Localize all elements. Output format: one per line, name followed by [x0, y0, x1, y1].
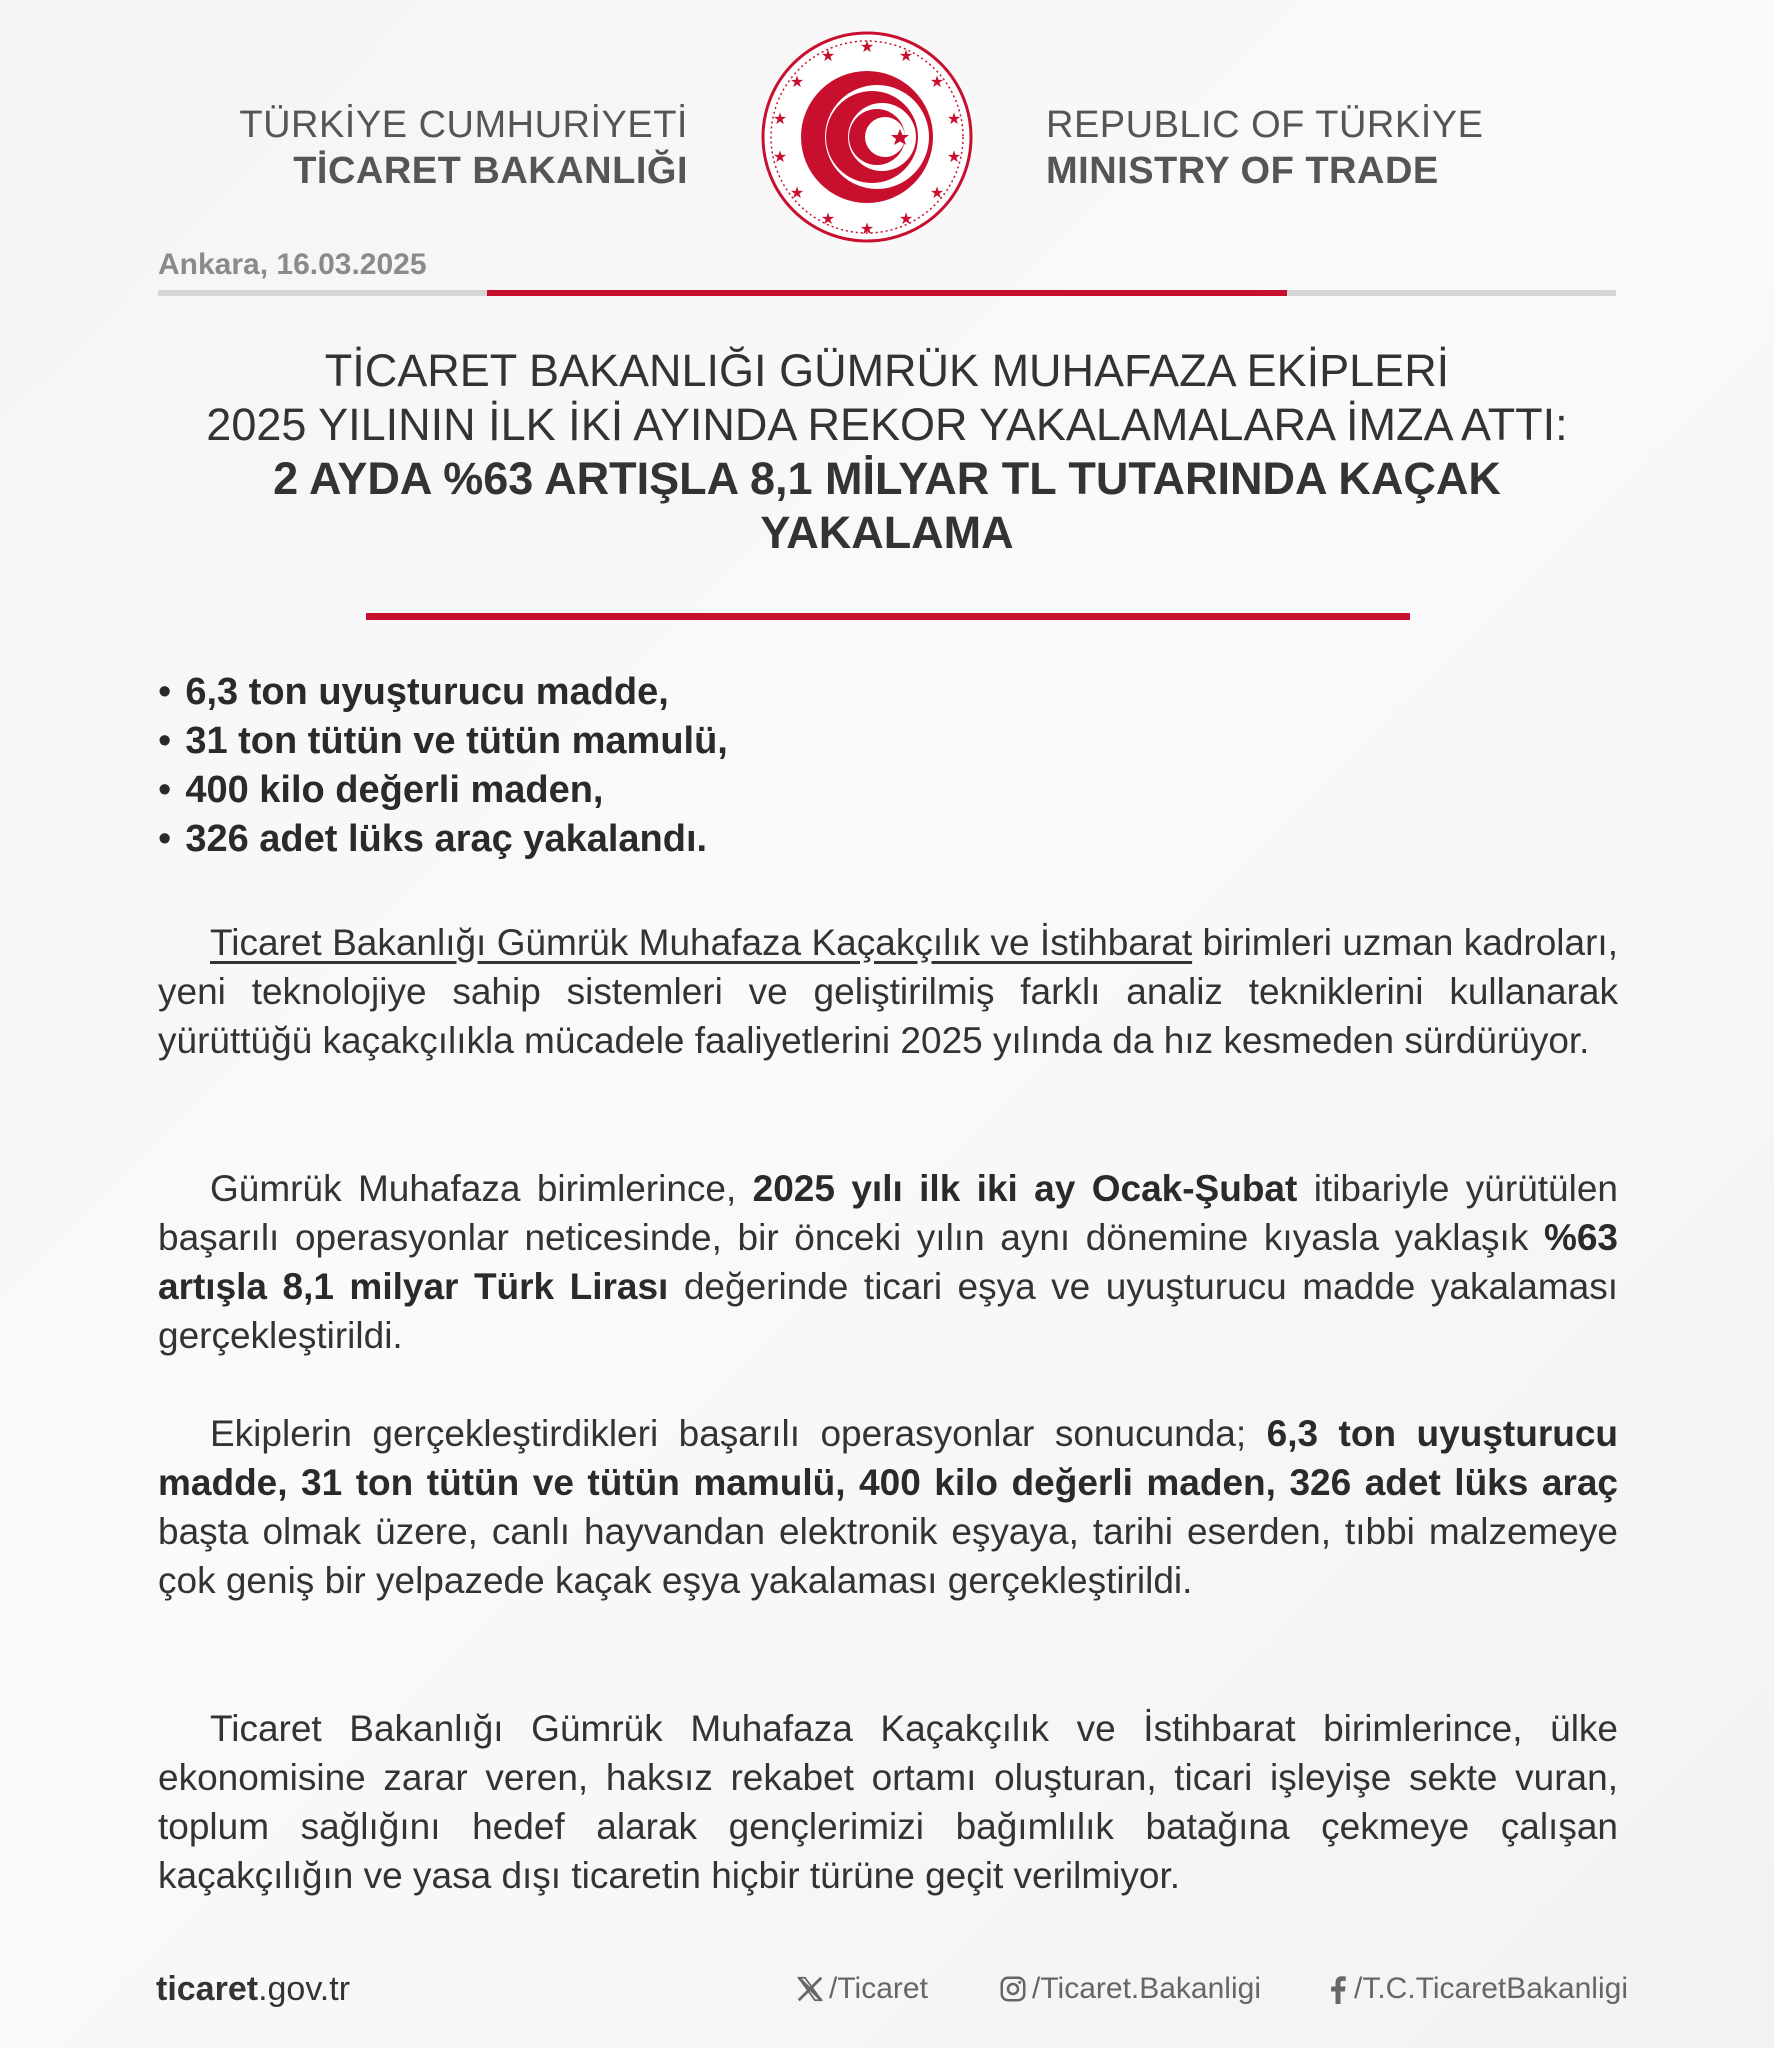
- highlight-item: • 400 kilo değerli maden,: [158, 766, 728, 815]
- paragraph-3-bold-seizures: 6,3 ton uyuşturucu madde, 31 ton tütün ve tütün mamulü, 400 kilo değerli maden, 326 adet lüks araç: [158, 1413, 1619, 1503]
- header-divider-accent: [487, 290, 1287, 296]
- instagram-social-link[interactable]: [998, 1972, 1261, 2006]
- svg-text:★: ★: [946, 109, 962, 128]
- paragraph-2-bold-period: 2025 yılı ilk iki ay Ocak-Şubat: [752, 1168, 1298, 1209]
- website-link[interactable]: [156, 1970, 350, 2009]
- paragraph-2-text-c: itibariyle yürütülen başarılı operasyonlar neticesinde, bir önceki yılın aynı dönemine kıyasla yaklaşık: [158, 1168, 1619, 1258]
- svg-text:★: ★: [929, 72, 945, 91]
- letterhead-turkish: [239, 102, 688, 194]
- paragraph-3: [158, 1409, 1618, 1605]
- instagram-icon: [998, 1974, 1028, 2004]
- paragraph-2-bold-amount: %63 artışla 8,1 milyar Türk Lirası: [158, 1217, 1618, 1307]
- website-domain-bold: ticaret: [156, 1970, 259, 2008]
- letterhead-english: [1046, 102, 1483, 194]
- press-release-date: Ankara, 16.03.2025: [158, 248, 427, 281]
- svg-text:★: ★: [859, 37, 875, 56]
- paragraph-2-text-e: değerinde ticari eşya ve uyuşturucu madde yakalaması gerçekleştirildi.: [158, 1266, 1618, 1356]
- ministry-name-en: MINISTRY OF TRADE: [1046, 150, 1439, 192]
- ministry-emblem-icon: [760, 30, 974, 244]
- headline-line-2: 2025 YILININ İLK İKİ AYINDA REKOR YAKALAMALARA İMZA ATTI:: [206, 399, 1568, 450]
- country-name-en: REPUBLIC OF TÜRKİYE: [1046, 104, 1484, 146]
- facebook-handle: /T.C.TicaretBakanligi: [1354, 1972, 1628, 2005]
- facebook-icon: [1326, 1974, 1350, 2004]
- x-social-link[interactable]: [795, 1972, 928, 2006]
- ministry-name-tr: TİCARET BAKANLIĞI: [293, 150, 688, 192]
- x-handle: /Ticaret: [829, 1972, 928, 2005]
- highlight-item: • 326 adet lüks araç yakalandı.: [158, 815, 728, 864]
- headline: [120, 344, 1654, 560]
- svg-text:★: ★: [898, 46, 914, 65]
- highlight-item: • 6,3 ton uyuşturucu madde,: [158, 668, 728, 717]
- letterhead: [0, 30, 1774, 250]
- country-name-tr: TÜRKİYE CUMHURİYETİ: [239, 104, 688, 146]
- headline-divider: [366, 613, 1410, 620]
- svg-text:★: ★: [946, 147, 962, 166]
- paragraph-1: [158, 918, 1618, 1065]
- svg-text:★: ★: [772, 109, 788, 128]
- facebook-social-link[interactable]: [1326, 1972, 1628, 2006]
- paragraph-3-text-a: Ekiplerin gerçekleştirdikleri başarılı operasyonlar sonucunda;: [210, 1413, 1267, 1454]
- headline-line-4: YAKALAMA: [760, 507, 1014, 558]
- svg-text:★: ★: [820, 209, 836, 228]
- headline-line-3: 2 AYDA %63 ARTIŞLA 8,1 MİLYAR TL TUTARINDA KAÇAK: [273, 453, 1501, 504]
- svg-text:★: ★: [789, 183, 805, 202]
- svg-text:★: ★: [898, 209, 914, 228]
- paragraph-1-text: birimleri uzman kadroları, yeni teknolojiye sahip sistemleri ve geliştirilmiş farklı analiz tekniklerini kullanarak yürüttüğü kaçakçılıkla mücadele faaliyetlerini 2025 yılında da hız kesmeden sürdürüyor.: [158, 922, 1618, 1061]
- highlights-list: [158, 668, 728, 864]
- highlight-item: • 31 ton tütün ve tütün mamulü,: [158, 717, 728, 766]
- instagram-handle: /Ticaret.Bakanligi: [1032, 1972, 1261, 2005]
- paragraph-2: [158, 1164, 1618, 1360]
- svg-text:★: ★: [789, 72, 805, 91]
- paragraph-1-underlined-unit: Ticaret Bakanlığı Gümrük Muhafaza Kaçakçılık ve İstihbarat: [210, 922, 1193, 963]
- paragraph-4: Ticaret Bakanlığı Gümrük Muhafaza Kaçakçılık ve İstihbarat birimlerince, ülke ekonomisine zarar veren, haksız rekabet ortamı oluşturan, ticari işleyişe sekte vuran, toplum sağlığını hedef alarak gençlerimizi bağımlılık batağına çekmeye çalışan kaçakçılığın ve yasa dışı ticaretin hiçbir türüne geçit verilmiyor.: [158, 1708, 1618, 1896]
- headline-line-1: TİCARET BAKANLIĞI GÜMRÜK MUHAFAZA EKİPLERİ: [324, 345, 1450, 396]
- svg-text:★: ★: [929, 183, 945, 202]
- website-domain-rest: .gov.tr: [258, 1970, 351, 2008]
- svg-text:★: ★: [859, 219, 875, 238]
- svg-text:★: ★: [820, 46, 836, 65]
- paragraph-2-text-a: Gümrük Muhafaza birimlerince,: [210, 1168, 753, 1209]
- svg-text:★: ★: [772, 147, 788, 166]
- paragraph-3-text-c: başta olmak üzere, canlı hayvandan elektronik eşyaya, tarihi eserden, tıbbi malzemeye çok geniş bir yelpazede kaçak eşya yakalaması gerçekleştirildi.: [158, 1511, 1618, 1601]
- footer: [0, 1970, 1774, 2020]
- x-logo-icon: [795, 1974, 825, 2004]
